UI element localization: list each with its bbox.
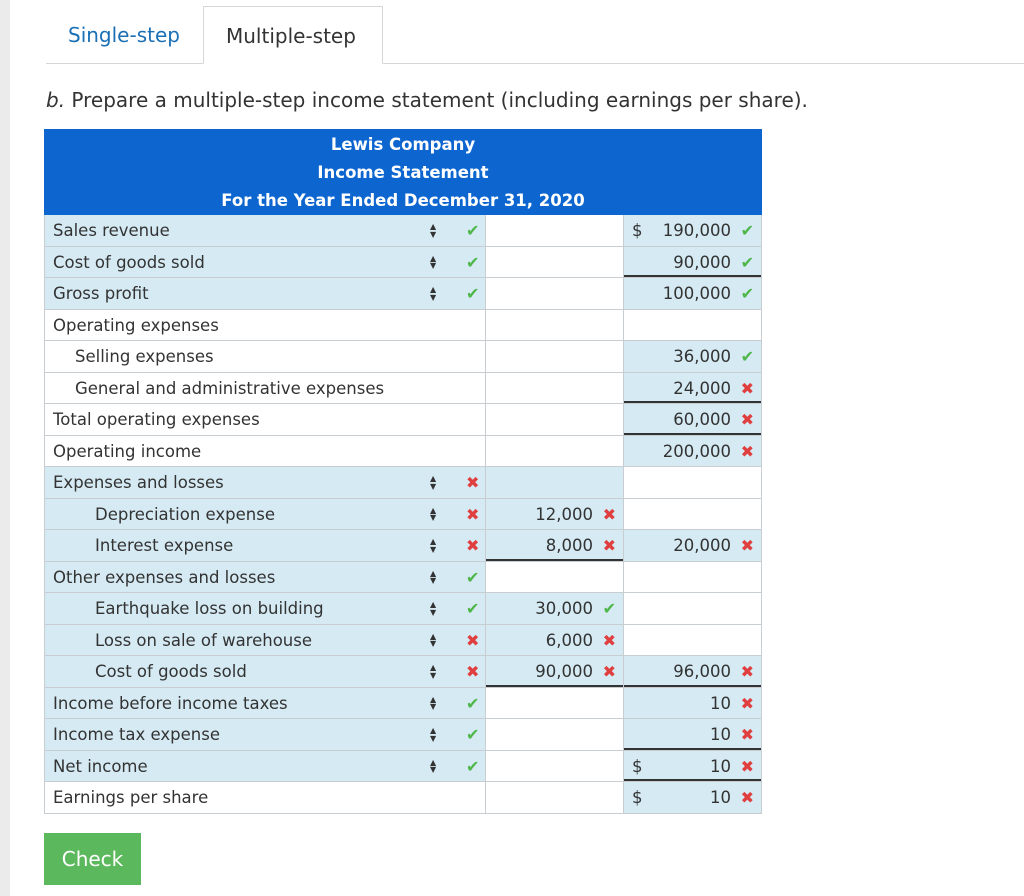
row-label-select[interactable]: Net income (44, 751, 485, 782)
amount-input-col2[interactable] (623, 530, 762, 561)
select-arrows-icon: ▲ ▼ (430, 757, 437, 774)
row-label-select[interactable]: Earthquake loss on building (44, 593, 485, 624)
amount-value: 10 (710, 756, 731, 776)
x-mark-icon: ✖ (740, 410, 754, 429)
amount-input-col1[interactable] (485, 530, 623, 561)
amount-input-col2[interactable] (623, 593, 762, 624)
amount-input-col1[interactable] (485, 688, 623, 719)
amount-input-col2[interactable] (623, 310, 762, 341)
amount-input-col2[interactable] (623, 719, 762, 750)
row-label-select[interactable]: Gross profit (44, 278, 485, 309)
row-label-select[interactable]: Cost of goods sold (44, 656, 485, 687)
amount-input-col1[interactable] (485, 247, 623, 278)
row-label-select[interactable]: Cost of goods sold (44, 247, 485, 278)
select-control[interactable] (428, 499, 485, 530)
select-arrows-icon: ▲ ▼ (430, 568, 437, 585)
row-label-select[interactable]: Income before income taxes (44, 688, 485, 719)
question-body: Prepare a multiple-step income statement (including earnings per share). (65, 88, 808, 112)
select-control[interactable] (428, 593, 485, 624)
tab-bar (46, 0, 1024, 64)
x-mark-icon: ✖ (466, 630, 480, 650)
row-label: Selling expenses (44, 341, 485, 372)
table-row (44, 530, 762, 562)
amount-input-col2[interactable] (623, 247, 762, 278)
check-mark-icon: ✔ (740, 252, 754, 272)
amount-input-col2[interactable] (623, 656, 762, 687)
x-mark-icon: ✖ (740, 756, 754, 776)
amount-value: 6,000 (545, 630, 593, 650)
amount-value: 12,000 (535, 504, 593, 524)
table-row (44, 751, 762, 783)
tab-single-step[interactable]: Single-step (68, 23, 180, 47)
x-mark-icon: ✖ (466, 504, 480, 524)
x-mark-icon: ✖ (740, 536, 754, 555)
select-arrows-icon: ▲ ▼ (430, 631, 437, 648)
table-row (44, 593, 762, 625)
row-label-select[interactable]: Depreciation expense (44, 499, 485, 530)
check-mark-icon: ✔ (466, 756, 480, 776)
x-mark-icon: ✖ (466, 536, 480, 555)
check-mark-icon: ✔ (740, 347, 754, 366)
select-control[interactable] (428, 530, 485, 561)
row-label-select[interactable]: Income tax expense (44, 719, 485, 750)
x-mark-icon: ✖ (740, 441, 754, 461)
table-row (44, 215, 762, 247)
amount-value: 90,000 (673, 252, 731, 272)
amount-value: 10 (710, 725, 731, 744)
amount-input-col2[interactable] (623, 751, 762, 782)
select-arrows-icon: ▲ ▼ (430, 505, 437, 522)
check-mark-icon: ✔ (466, 252, 480, 272)
check-mark-icon: ✔ (466, 693, 480, 713)
amount-input-col2[interactable] (623, 436, 762, 467)
table-row (44, 467, 762, 499)
x-mark-icon: ✖ (466, 662, 480, 681)
check-mark-icon: ✔ (602, 599, 616, 618)
amount-value: 60,000 (673, 410, 731, 429)
select-arrows-icon: ▲ ▼ (430, 663, 437, 680)
dollar-sign: $ (632, 788, 643, 807)
select-control[interactable] (428, 688, 485, 719)
select-arrows-icon: ▲ ▼ (430, 600, 437, 617)
row-label-select[interactable]: Expenses and losses (44, 467, 485, 498)
company-name: Lewis Company (330, 135, 476, 154)
table-row (44, 688, 762, 720)
x-mark-icon: ✖ (602, 536, 616, 555)
select-control[interactable] (428, 247, 485, 278)
select-arrows-icon: ▲ ▼ (430, 474, 437, 491)
amount-input-col2[interactable] (623, 562, 762, 593)
check-mark-icon: ✔ (466, 599, 480, 618)
amount-value: 20,000 (673, 536, 731, 555)
amount-input-col1[interactable] (485, 719, 623, 750)
amount-value: 190,000 (662, 221, 731, 240)
amount-input-col2[interactable] (623, 278, 762, 309)
check-button[interactable]: Check (44, 833, 141, 885)
amount-value: 30,000 (535, 599, 593, 618)
amount-input-col2[interactable] (623, 467, 762, 498)
amount-input-col1[interactable] (485, 593, 623, 624)
amount-value: 8,000 (545, 536, 593, 555)
select-control[interactable] (428, 656, 485, 687)
select-arrows-icon: ▲ ▼ (430, 694, 437, 711)
amount-input-col2[interactable] (623, 782, 762, 813)
select-arrows-icon: ▲ ▼ (430, 285, 437, 302)
check-mark-icon: ✔ (466, 725, 480, 744)
dollar-sign: $ (632, 221, 643, 240)
amount-input-col2[interactable] (623, 341, 762, 372)
check-mark-icon: ✔ (466, 284, 480, 303)
statement-period: For the Year Ended December 31, 2020 (221, 191, 585, 210)
row-label: Earnings per share (44, 782, 485, 813)
amount-input-col1[interactable] (485, 278, 623, 309)
amount-input-col1[interactable] (485, 625, 623, 656)
amount-input-col1[interactable] (485, 310, 623, 341)
left-gutter (0, 0, 10, 896)
select-control[interactable] (428, 625, 485, 656)
x-mark-icon: ✖ (740, 378, 754, 398)
amount-input-col1[interactable] (485, 404, 623, 435)
row-label-select[interactable]: Sales revenue (44, 215, 485, 246)
row-label-select[interactable]: Interest expense (44, 530, 485, 561)
amount-value: 10 (710, 788, 731, 807)
check-mark-icon: ✔ (466, 567, 480, 587)
select-arrows-icon: ▲ ▼ (430, 222, 437, 239)
amount-input-col1[interactable] (485, 467, 623, 498)
row-label: Operating income (44, 436, 485, 467)
x-mark-icon: ✖ (740, 788, 754, 807)
table-row (44, 341, 762, 373)
table-row (44, 278, 762, 310)
x-mark-icon: ✖ (466, 473, 480, 492)
table-row (44, 625, 762, 657)
table-row (44, 373, 762, 405)
row-label: Operating expenses (44, 310, 485, 341)
check-mark-icon: ✔ (740, 221, 754, 240)
amount-input-col1[interactable] (485, 782, 623, 813)
amount-input-col2[interactable] (623, 499, 762, 530)
x-mark-icon: ✖ (740, 725, 754, 744)
check-mark-icon: ✔ (466, 221, 480, 240)
amount-value: 10 (710, 693, 731, 713)
amount-value: 200,000 (662, 441, 731, 461)
amount-input-col1[interactable] (485, 436, 623, 467)
x-mark-icon: ✖ (740, 693, 754, 713)
select-control[interactable] (428, 562, 485, 593)
question-prefix: b. (46, 88, 66, 112)
x-mark-icon: ✖ (740, 662, 754, 681)
question-text (46, 88, 808, 112)
statement-header (44, 129, 762, 215)
row-label: Total operating expenses (44, 404, 485, 435)
table-row (44, 436, 762, 468)
table-row (44, 656, 762, 688)
select-control[interactable] (428, 719, 485, 750)
amount-input-col2[interactable] (623, 373, 762, 404)
amount-input-col1[interactable] (485, 656, 623, 687)
statement-title: Income Statement (317, 163, 489, 182)
amount-value: 96,000 (673, 662, 731, 681)
tab-multiple-step[interactable]: Multiple-step (203, 6, 383, 64)
select-control[interactable] (428, 751, 485, 782)
income-statement (44, 129, 762, 814)
x-mark-icon: ✖ (602, 662, 616, 681)
amount-value: 36,000 (673, 347, 731, 366)
table-row (44, 404, 762, 436)
amount-input-col1[interactable] (485, 562, 623, 593)
row-label: General and administrative expenses (44, 373, 485, 404)
amount-value: 90,000 (535, 662, 593, 681)
table-row (44, 499, 762, 531)
amount-input-col1[interactable] (485, 341, 623, 372)
amount-input-col2[interactable] (623, 404, 762, 435)
amount-input-col1[interactable] (485, 751, 623, 782)
amount-value: 24,000 (673, 378, 731, 398)
amount-value: 100,000 (662, 284, 731, 303)
amount-input-col2[interactable] (623, 215, 762, 246)
check-mark-icon: ✔ (740, 284, 754, 303)
select-arrows-icon: ▲ ▼ (430, 537, 437, 554)
select-control[interactable] (428, 278, 485, 309)
select-control[interactable] (428, 215, 485, 246)
amount-input-col1[interactable] (485, 373, 623, 404)
table-row (44, 782, 762, 814)
table-row (44, 719, 762, 751)
table-row (44, 310, 762, 342)
amount-input-col2[interactable] (623, 688, 762, 719)
x-mark-icon: ✖ (602, 504, 616, 524)
table-row (44, 562, 762, 594)
select-control[interactable] (428, 467, 485, 498)
amount-input-col1[interactable] (485, 499, 623, 530)
select-arrows-icon: ▲ ▼ (430, 253, 437, 270)
row-label-select[interactable]: Other expenses and losses (44, 562, 485, 593)
amount-input-col1[interactable] (485, 215, 623, 246)
amount-input-col2[interactable] (623, 625, 762, 656)
dollar-sign: $ (632, 756, 643, 776)
table-row (44, 247, 762, 279)
row-label-select[interactable]: Loss on sale of warehouse (44, 625, 485, 656)
select-arrows-icon: ▲ ▼ (430, 726, 437, 743)
x-mark-icon: ✖ (602, 630, 616, 650)
